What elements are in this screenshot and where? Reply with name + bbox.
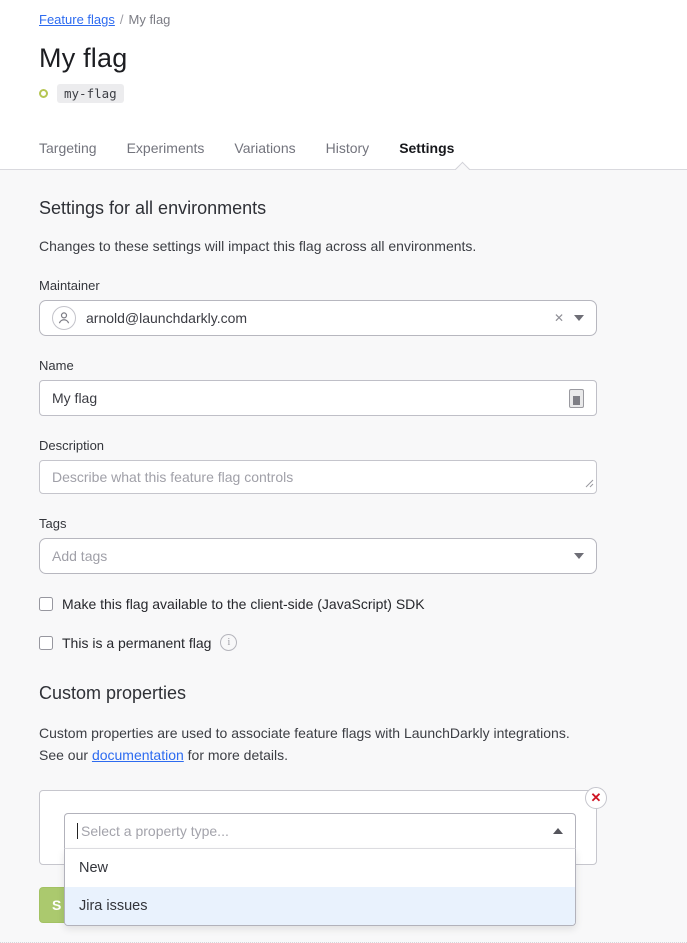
flag-key-row: [39, 84, 648, 103]
chevron-down-icon[interactable]: [574, 315, 584, 321]
breadcrumb-separator: /: [119, 12, 124, 27]
permanent-flag-label: This is a permanent flag: [62, 634, 212, 651]
cp-desc-text-2: for more details.: [183, 747, 289, 763]
chevron-down-icon[interactable]: [574, 553, 584, 559]
permanent-flag-row: [39, 634, 648, 651]
flag-status-icon: [39, 89, 48, 98]
tags-input[interactable]: [52, 548, 574, 564]
property-type-select[interactable]: [64, 813, 576, 849]
resize-handle-icon[interactable]: [585, 475, 594, 491]
dropdown-option-jira-issues[interactable]: Jira issues: [65, 887, 575, 925]
custom-properties-heading: Custom properties: [39, 683, 187, 703]
description-placeholder: Describe what this feature flag controls: [52, 469, 294, 485]
maintainer-value: arnold@launchdarkly.com: [86, 310, 248, 326]
tags-select[interactable]: [39, 538, 597, 574]
property-type-placeholder: Select a property type...: [81, 823, 229, 839]
save-button[interactable]: S: [39, 887, 74, 923]
description-textarea[interactable]: [39, 460, 597, 494]
tab-history[interactable]: History: [325, 140, 370, 156]
remove-property-button[interactable]: ✕: [585, 787, 607, 809]
settings-heading: Settings for all environments: [39, 198, 267, 218]
maintainer-select[interactable]: [39, 300, 597, 336]
name-label: Name: [39, 358, 74, 373]
maintainer-label: Maintainer: [39, 278, 100, 293]
cp-desc-text: Custom properties are used to associate feature flags with LaunchDarkly integrations. See our: [39, 725, 570, 763]
property-type-dropdown: [64, 849, 576, 926]
description-label: Description: [39, 438, 105, 453]
name-field-wrap: [39, 380, 597, 416]
text-cursor: [77, 823, 78, 839]
person-icon: [52, 306, 76, 330]
breadcrumb-link-feature-flags[interactable]: Feature flags: [39, 12, 115, 27]
tab-experiments[interactable]: Experiments: [126, 140, 205, 156]
chevron-up-icon[interactable]: [553, 828, 563, 834]
client-side-sdk-label: Make this flag available to the client-side (JavaScript) SDK: [62, 596, 425, 612]
client-side-sdk-checkbox[interactable]: [39, 597, 53, 611]
dropdown-option-new[interactable]: New: [79, 860, 109, 876]
client-side-sdk-row: [39, 596, 648, 612]
tab-variations[interactable]: Variations: [234, 140, 296, 156]
info-icon[interactable]: i: [220, 634, 237, 651]
tags-label: Tags: [39, 516, 67, 531]
tab-settings[interactable]: Settings: [399, 140, 455, 156]
settings-description: Changes to these settings will impact this flag across all environments.: [39, 238, 477, 254]
flag-key-chip: my-flag: [57, 84, 124, 103]
clear-icon[interactable]: ✕: [553, 311, 564, 325]
autofill-icon[interactable]: [569, 389, 584, 408]
page-header: [0, 0, 687, 170]
tab-bar: [39, 130, 454, 169]
breadcrumb: [39, 12, 648, 27]
settings-panel: [0, 170, 687, 943]
name-input[interactable]: [52, 390, 569, 406]
permanent-flag-checkbox[interactable]: [39, 636, 53, 650]
page-title: My flag: [39, 43, 128, 73]
breadcrumb-current: My flag: [128, 12, 171, 27]
tab-targeting[interactable]: Targeting: [39, 140, 97, 156]
custom-property-editor: [39, 790, 602, 914]
documentation-link[interactable]: documentation: [91, 747, 184, 763]
custom-properties-description: [39, 722, 579, 766]
